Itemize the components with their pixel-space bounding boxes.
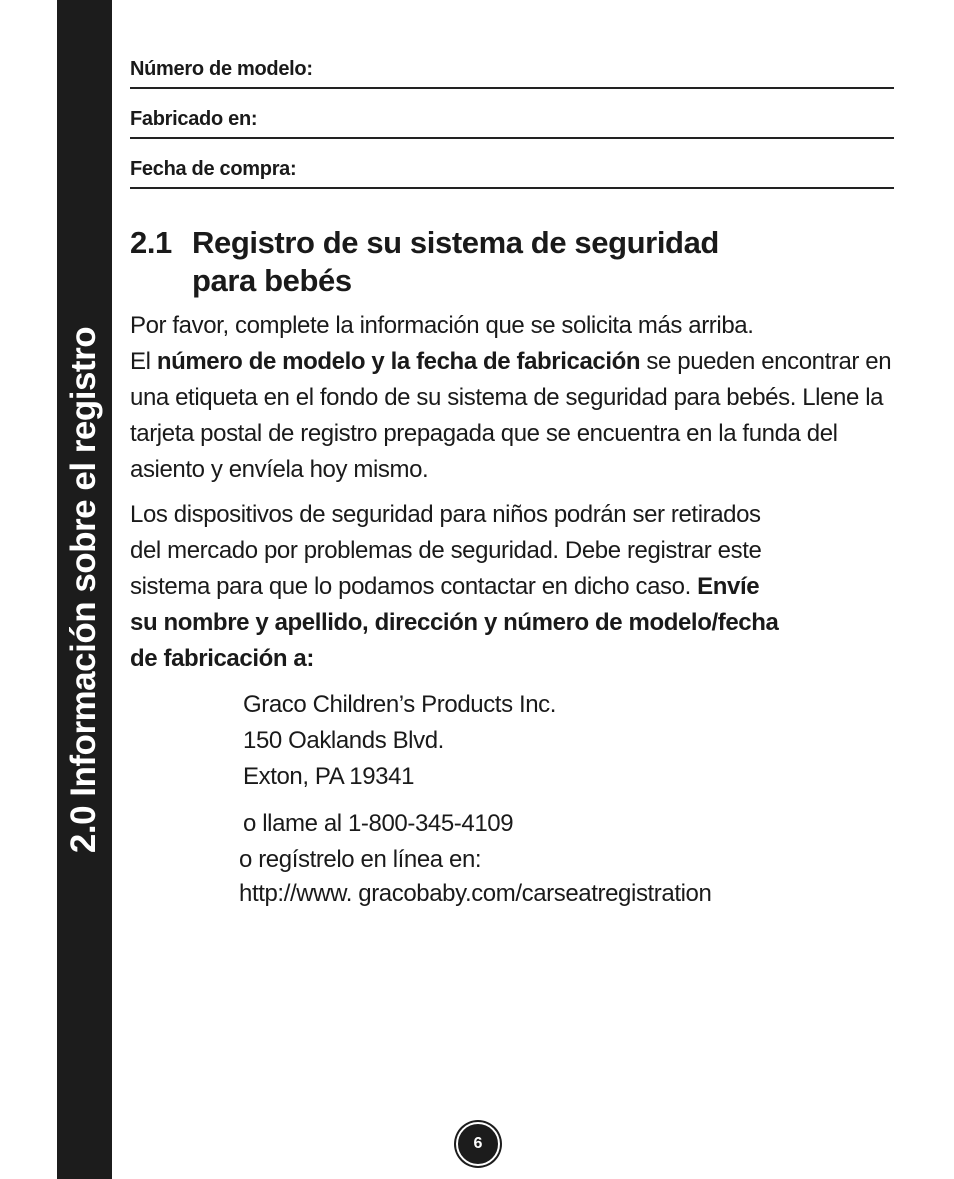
address-city: Exton, PA 19341 xyxy=(243,763,415,790)
purchase-date-field[interactable] xyxy=(130,158,894,189)
paragraph2-bold3: de fabricación a: xyxy=(130,645,314,672)
section-title-line2: para bebés xyxy=(192,263,352,298)
paragraph1-part-b: se pueden encontrar en una etiqueta en el fondo de su sistema de seguridad para bebés. Llene la tarjeta postal de registro prepagada que se encuentra en la funda del asiento y envíela hoy mismo. xyxy=(130,348,892,483)
manufactured-field[interactable] xyxy=(130,108,894,139)
address-street: 150 Oaklands Blvd. xyxy=(243,727,444,754)
sidebar-title: 2.0 Información sobre el registro xyxy=(64,326,103,854)
paragraph1-bold: número de modelo y la fecha de fabricación xyxy=(156,348,641,375)
paragraph2-line3: sistema para que lo podamos contactar en dicho caso. xyxy=(130,573,698,600)
paragraph2-line1: Los dispositivos de seguridad para niños podrán ser retirados xyxy=(130,501,761,528)
paragraph2-line2: del mercado por problemas de seguridad. Debe registrar este xyxy=(130,537,762,564)
section-title-line1: Registro de su sistema de seguridad xyxy=(192,225,719,260)
page-number-badge xyxy=(456,1122,500,1166)
section-heading xyxy=(130,224,719,300)
paragraph1-part-a: El xyxy=(130,348,157,375)
purchase-date-label: Fecha de compra: xyxy=(130,158,297,180)
model-number-field[interactable] xyxy=(130,58,894,89)
registration-paragraph xyxy=(130,308,910,488)
model-number-label: Número de modelo: xyxy=(130,58,313,80)
address-company: Graco Children’s Products Inc. xyxy=(243,691,557,718)
paragraph2-bold2: su nombre y apellido, dirección y número de modelo/fecha xyxy=(130,609,779,636)
page-number: 6 xyxy=(473,1135,483,1152)
manufactured-label: Fabricado en: xyxy=(130,108,258,130)
phone-text: o llame al 1-800-345-4109 xyxy=(243,810,514,837)
mailing-address xyxy=(243,687,556,795)
online-intro-text: o regístrelo en línea en: xyxy=(239,846,482,873)
recall-paragraph xyxy=(130,497,910,677)
section-number: 2.1 xyxy=(130,225,172,260)
paragraph1-line1: Por favor, complete la información que se solicita más arriba. xyxy=(130,312,754,339)
paragraph2-bold1: Envíe xyxy=(697,573,760,600)
registration-url-link[interactable]: http://www. gracobaby.com/carseatregistration xyxy=(239,880,712,907)
